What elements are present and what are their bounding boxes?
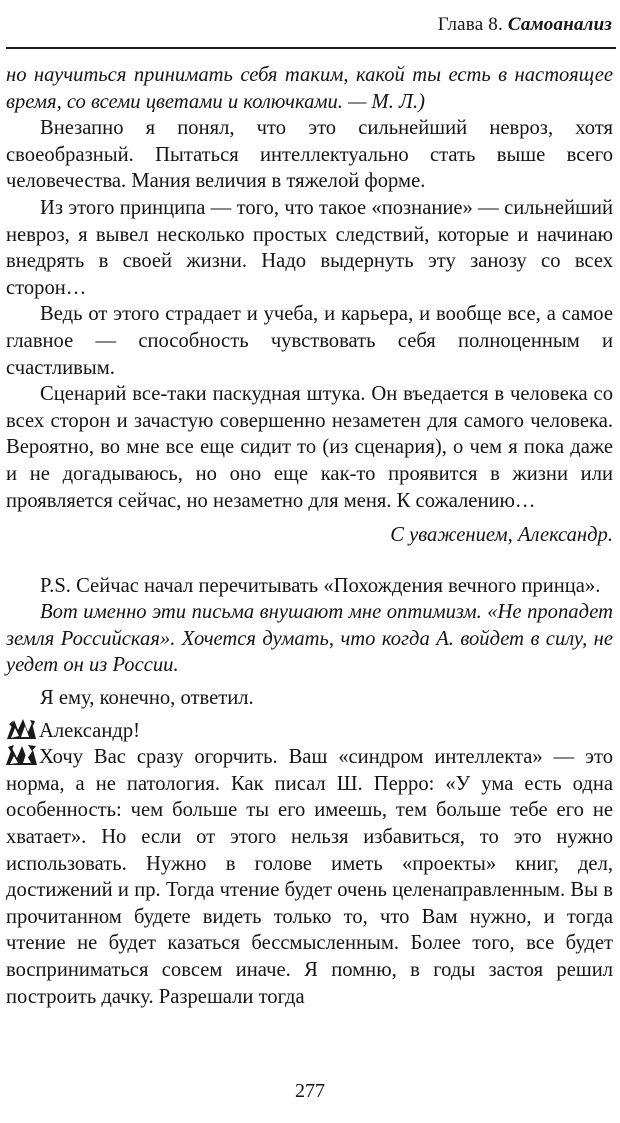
header-rule bbox=[6, 47, 616, 49]
paragraph: Сценарий все-таки паскудная штука. Он въедается в человека со всех сторон и зачастую совершенно незаметен для самого человека. Вероятно, во мне все еще сидит то (из сценария), о чем я пока даже и не догадываюсь, но оно еще как-то проявится в жизни или проявляется сейчас, но незаметно для меня. К сожалению… bbox=[6, 383, 613, 512]
reply-paragraph bbox=[6, 744, 613, 1010]
chapter-label: Глава 8. bbox=[437, 14, 503, 35]
page-body bbox=[6, 62, 613, 1010]
postscript: P.S. Сейчас начал перечитывать «Похождения вечного принца». bbox=[40, 574, 601, 597]
ornament-icon bbox=[6, 718, 37, 740]
paragraph: но научиться принимать себя таким, какой ты есть в настоящее время, со всеми цветами и колючками. — М. Л.) bbox=[6, 64, 613, 113]
ornament-icon bbox=[6, 744, 37, 766]
paragraph: Внезапно я понял, что это сильнейший невроз, хотя своеобразный. Пытаться интеллектуально стать выше всего человечества. Мания величия в тяжелой форме. bbox=[6, 117, 613, 193]
page-number: 277 bbox=[295, 1080, 325, 1102]
chapter-title: Самоанализ bbox=[507, 14, 612, 35]
greeting-text: Александр! bbox=[39, 719, 140, 742]
running-header bbox=[8, 14, 612, 46]
author-comment: Вот именно эти письма внушают мне оптимизм. «Не пропадет земля Российская». Хочется думать, что когда А. войдет в силу, не уедет он из России. bbox=[6, 601, 613, 677]
paragraph: Из этого принципа — того, что такое «познание» — сильнейший невроз, я вывел несколько простых следствий, которые и начинаю внедрять в своей жизни. Надо выдернуть эту занозу со всех сторон… bbox=[6, 196, 613, 299]
paragraph: Ведь от этого страдает и учеба, и карьера, и вообще все, а самое главное — способность чувствовать себя полноценным и счастливым. bbox=[6, 303, 613, 379]
reply-text: Хочу Вас сразу огорчить. Ваш «синдром интеллекта» — это норма, а не патология. Как писал Ш. Перро: «У ума есть одна особенность: чем больше ты его имеешь, тем больше тебе его не хватает». Но если от этого нельзя избавиться, то это нужно использовать. Нужно в голове иметь «проекты» книг, дел, достижений и пр. Тогда чтение будет очень целенаправленным. Вы в прочитанном будете видеть только то, что Вам нужно, и тогда чтение не будет казаться бессмысленным. Более того, все будет восприниматься совсем иначе. Я помню, в годы застоя решил построить дачку. Разрешали тогда bbox=[6, 746, 613, 1008]
paragraph: Я ему, конечно, ответил. bbox=[40, 687, 254, 710]
letter-signature: С уважением, Александр. bbox=[390, 524, 613, 547]
reply-greeting bbox=[6, 718, 613, 745]
